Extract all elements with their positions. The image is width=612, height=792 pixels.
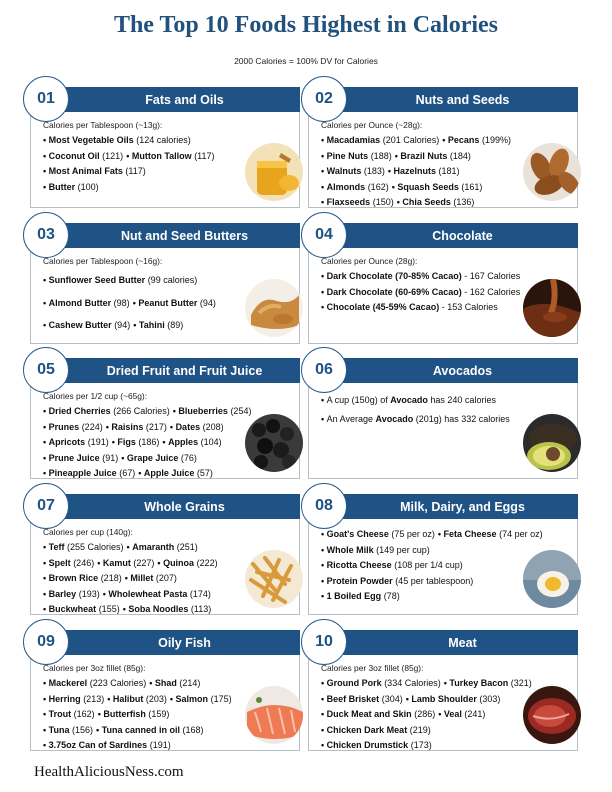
food-item-name: Squash Seeds [397, 181, 459, 192]
food-item [321, 725, 431, 735]
food-item [97, 558, 154, 568]
food-item-calories: (100) [77, 181, 99, 192]
card-serving-note: Calories per Tablespoon (~16g): [43, 256, 163, 266]
food-item-name: Almond Butter [48, 297, 112, 308]
food-item-calories: has 240 calories [430, 395, 496, 405]
food-item-name: Pine Nuts [326, 150, 369, 161]
card-number-badge: 09 [23, 619, 69, 665]
food-item-calories: (99 calories) [147, 275, 198, 285]
card-serving-note: Calories per Tablespoon (~13g): [43, 120, 163, 130]
card-header: Fats and Oils [51, 87, 300, 112]
food-item-calories: (181) [438, 166, 460, 177]
food-item-name: Grape Juice [126, 452, 179, 463]
food-item [127, 542, 198, 552]
food-item [442, 135, 511, 145]
food-item-prefix: A cup (150g) of [326, 395, 391, 405]
food-item-name: Whole Milk [326, 544, 374, 555]
food-item [321, 135, 439, 145]
food-item-calories: (156) [72, 724, 94, 735]
food-item-calories: (45 per tablespoon) [395, 575, 474, 586]
food-item [321, 414, 510, 424]
food-item-name: Turkey Bacon [449, 678, 509, 688]
food-item-calories: (75 per oz) [391, 529, 435, 539]
food-item [43, 740, 171, 750]
food-item-calories: - 153 Calories [441, 302, 498, 313]
food-item-calories: (191) [87, 437, 109, 448]
food-item-name: Ricotta Cheese [326, 560, 392, 571]
card-serving-note: Calories per cup (140g): [43, 527, 133, 537]
card-number-badge: 01 [23, 76, 69, 122]
food-card-01 [30, 87, 300, 208]
food-item-name: Lamb Shoulder [411, 693, 477, 704]
food-line [43, 466, 293, 482]
card-number-badge: 05 [23, 347, 69, 393]
food-item-name: Most Vegetable Oils [48, 135, 134, 145]
card-number-badge: 02 [301, 76, 347, 122]
food-item-calories: (255 Calories) [67, 542, 124, 552]
food-item-calories: (108 per 1/4 cup) [394, 560, 463, 571]
food-item [170, 422, 224, 432]
food-item [321, 591, 400, 601]
salmon-icon [245, 686, 303, 744]
food-item-name: Dates [175, 421, 201, 432]
food-item [138, 468, 213, 478]
food-item [149, 678, 200, 688]
food-line [321, 391, 571, 410]
card-serving-note: Calories per 1/2 cup (~65g): [43, 391, 148, 401]
food-item-name: Chicken Dark Meat [326, 724, 408, 735]
food-line [43, 676, 293, 692]
food-item-calories: (286) [414, 709, 436, 720]
food-item [321, 151, 392, 161]
food-item [43, 709, 95, 719]
food-item-name: Walnuts [326, 166, 362, 177]
food-item-calories: (188) [370, 150, 392, 161]
food-item [98, 709, 170, 719]
food-item [321, 576, 473, 586]
food-item-calories: (149 per cup) [376, 544, 430, 555]
card-serving-note: Calories per 3oz fillet (85g): [43, 663, 146, 673]
food-item [43, 320, 130, 330]
food-item-name: Herring [48, 693, 81, 704]
food-item-calories: (199%) [481, 135, 511, 145]
food-item [321, 529, 435, 539]
food-item-calories: (184) [449, 150, 471, 161]
food-item-name: Mutton Tallow [131, 150, 192, 161]
food-item-name: Tuna canned in oil [101, 724, 181, 735]
food-card-08 [308, 494, 578, 615]
food-card-06 [308, 358, 578, 479]
food-item [43, 589, 100, 599]
food-item-name: Trout [48, 709, 72, 720]
food-item [107, 694, 167, 704]
food-line [43, 738, 293, 754]
food-item-name: Pineapple Juice [48, 468, 117, 479]
food-item-calories: (155) [98, 604, 120, 615]
food-item [43, 422, 103, 432]
food-item [321, 197, 394, 207]
pasta-icon [245, 550, 303, 608]
food-item-name: Dark Chocolate (60-69% Cacao) [326, 286, 462, 297]
almonds-icon [523, 143, 581, 201]
food-item-name: Brown Rice [48, 573, 99, 584]
food-item-name: Apples [168, 437, 199, 448]
food-item [388, 166, 460, 176]
food-item-calories: (203) [145, 693, 167, 704]
food-item [43, 558, 94, 568]
footer-site: HealthAliciousNess.com [34, 764, 184, 780]
food-line [321, 738, 571, 754]
food-item [321, 166, 385, 176]
food-item [438, 709, 485, 719]
food-item-calories: (208) [202, 421, 224, 432]
food-item-name: Feta Cheese [443, 529, 497, 539]
food-item-name: Buckwheat [48, 604, 97, 615]
food-item-calories: (98) [113, 297, 130, 308]
food-item-name: Avocado [375, 414, 414, 424]
food-line [43, 540, 293, 556]
card-header: Nuts and Seeds [329, 87, 578, 112]
food-item-name: Chia Seeds [402, 197, 451, 208]
food-item-name: Halibut [112, 693, 144, 704]
food-item [43, 437, 109, 447]
food-item [438, 529, 543, 539]
food-item-calories: (207) [155, 573, 177, 584]
card-number-badge: 06 [301, 347, 347, 393]
food-item [43, 542, 124, 552]
food-item-calories: (78) [383, 591, 400, 602]
food-item-name: Macadamias [326, 135, 381, 145]
food-line [321, 527, 571, 543]
avocado-icon [523, 414, 581, 472]
food-item-calories: (201g) has 332 calories [415, 414, 510, 424]
food-item-name: Butterfish [103, 709, 146, 720]
food-item-name: Chicken Drumstick [326, 740, 409, 751]
food-item-calories: (121) [102, 150, 124, 161]
food-line [321, 195, 571, 211]
food-item [133, 320, 183, 330]
food-item [321, 740, 432, 750]
food-card-03 [30, 223, 300, 344]
food-item [103, 589, 211, 599]
food-item-name: Salmon [175, 693, 209, 704]
food-item-calories: (213) [83, 693, 105, 704]
food-item [125, 573, 177, 583]
food-item [96, 725, 204, 735]
food-item-calories: (266 Calories) [113, 406, 170, 416]
food-item-calories: (67) [119, 468, 136, 479]
food-item [406, 694, 501, 704]
food-item-name: Figs [117, 437, 136, 448]
food-item [321, 545, 430, 555]
food-item-calories: (303) [479, 693, 501, 704]
food-item-name: Dark Chocolate (70-85% Cacao) [326, 271, 462, 281]
food-card-10 [308, 630, 578, 751]
food-item-name: Ground Pork [326, 678, 382, 688]
food-item-calories: (168) [182, 724, 204, 735]
food-item [43, 453, 118, 463]
food-item [43, 135, 191, 145]
steak-icon [523, 686, 581, 744]
food-item-calories: (94) [114, 320, 131, 330]
card-header: Nut and Seed Butters [51, 223, 300, 248]
food-item-calories: (117) [125, 166, 146, 177]
food-item-name: Hazelnuts [393, 166, 437, 177]
food-item-calories: (246) [73, 557, 95, 568]
food-item-calories: (191) [149, 740, 171, 751]
food-item [43, 678, 146, 688]
food-item-calories: (214) [179, 678, 201, 688]
food-item-name: Soba Noodles [128, 604, 189, 615]
food-item-calories: (91) [102, 452, 119, 463]
food-item-name: Veal [443, 709, 462, 720]
food-item-name: Teff [48, 542, 65, 552]
food-item-calories: (241) [464, 709, 486, 720]
peanut-butter-icon [245, 279, 303, 337]
food-item-calories: (201 Calories) [382, 135, 440, 145]
food-item-name: Almonds [326, 181, 366, 192]
food-item [43, 275, 197, 285]
food-item [43, 298, 130, 308]
food-item-calories: (113) [190, 604, 212, 615]
food-item-calories: (224) [81, 421, 103, 432]
food-line [321, 269, 571, 285]
food-item-calories: (150) [372, 197, 394, 208]
food-item-name: Prune Juice [48, 452, 100, 463]
food-item [321, 560, 463, 570]
food-item-calories: (117) [194, 150, 215, 161]
food-item [321, 694, 403, 704]
food-item [43, 182, 99, 192]
food-item-calories: (251) [176, 542, 198, 552]
card-number-badge: 08 [301, 483, 347, 529]
food-item-name: Quinoa [163, 557, 195, 568]
food-item-calories: (175) [210, 693, 232, 704]
food-item-calories: - 167 Calories [464, 271, 521, 281]
food-item-calories: (94) [199, 297, 216, 308]
food-item [162, 437, 221, 447]
food-item-calories: (217) [145, 421, 167, 432]
food-item-name: Tuna [48, 724, 70, 735]
food-item [43, 166, 146, 176]
food-item-calories: (254) [230, 406, 252, 416]
food-item [157, 558, 217, 568]
food-item-name: Most Animal Fats [48, 166, 123, 177]
food-item [43, 406, 170, 416]
food-item-calories: (219) [409, 724, 431, 735]
food-item [397, 197, 475, 207]
food-item-calories: (222) [196, 557, 218, 568]
food-item [43, 573, 122, 583]
food-item-calories: (74 per oz) [499, 529, 543, 539]
food-item-calories: (162) [73, 709, 95, 720]
card-serving-note: Calories per 3oz fillet (85g): [321, 663, 424, 673]
food-item [43, 604, 120, 614]
food-item [321, 678, 441, 688]
food-item-name: Pecans [447, 135, 480, 145]
food-item-name: Blueberries [178, 406, 228, 416]
food-item-name: Avocado [390, 395, 428, 405]
card-header: Milk, Dairy, and Eggs [329, 494, 578, 519]
food-item [173, 406, 252, 416]
card-number-badge: 07 [23, 483, 69, 529]
page-subtitle: 2000 Calories = 100% DV for Calories [234, 56, 378, 66]
food-item-name: Tahini [138, 320, 165, 330]
card-header: Whole Grains [51, 494, 300, 519]
food-item-name: Coconut Oil [48, 150, 100, 161]
food-item [43, 725, 93, 735]
food-item-name: Cashew Butter [48, 320, 112, 330]
food-item [123, 604, 212, 614]
food-item [126, 151, 214, 161]
food-card-05 [30, 358, 300, 479]
food-card-04 [308, 223, 578, 344]
food-item-name: Beef Brisket [326, 693, 380, 704]
food-item-calories: (159) [148, 709, 170, 720]
food-item [321, 287, 520, 297]
food-item-calories: (173) [410, 740, 432, 751]
card-header: Oily Fish [51, 630, 300, 655]
honey-jar-icon [245, 143, 303, 201]
card-header: Avocados [329, 358, 578, 383]
food-item-name: Apple Juice [143, 468, 195, 479]
food-item [321, 395, 496, 405]
food-item-calories: (227) [133, 557, 155, 568]
food-item [444, 678, 532, 688]
food-item [321, 182, 389, 192]
food-item-calories: (162) [367, 181, 389, 192]
food-item [170, 694, 232, 704]
food-item [121, 453, 197, 463]
food-item-calories: (104) [200, 437, 222, 448]
food-item [112, 437, 160, 447]
food-item-calories: (124 calories) [136, 135, 191, 145]
card-serving-note: Calories per Ounce (~28g): [321, 120, 423, 130]
food-item [106, 422, 167, 432]
food-line [43, 404, 293, 420]
food-card-02 [308, 87, 578, 208]
food-item-calories: (304) [381, 693, 403, 704]
food-item-name: Peanut Butter [138, 297, 198, 308]
food-item-name: Goat's Cheese [326, 529, 389, 539]
food-item-name: Sunflower Seed Butter [48, 275, 146, 285]
food-item [133, 298, 216, 308]
food-item-calories: (223 Calories) [89, 678, 147, 688]
chocolate-icon [523, 279, 581, 337]
food-item-name: Chocolate (45-59% Cacao) [326, 302, 440, 313]
card-serving-note: Calories per Ounce (28g): [321, 256, 418, 266]
food-item-name: Apricots [48, 437, 86, 448]
food-item-name: Flaxseeds [326, 197, 371, 208]
food-item-name: Shad [154, 678, 177, 688]
food-item [43, 694, 104, 704]
food-item [392, 182, 483, 192]
food-item-calories: (193) [78, 588, 100, 599]
food-item-name: Barley [48, 588, 77, 599]
food-item [43, 468, 135, 478]
food-item-name: 1 Boiled Egg [326, 591, 382, 602]
food-item-calories: (161) [461, 181, 483, 192]
food-line [321, 676, 571, 692]
egg-icon [523, 550, 581, 608]
page-title: The Top 10 Foods Highest in Calories [113, 12, 499, 38]
food-item [321, 302, 498, 312]
food-item-calories: (57) [196, 468, 213, 479]
food-item-name: 3.75oz Can of Sardines [48, 740, 148, 751]
food-item-name: Brazil Nuts [400, 150, 448, 161]
food-item-name: Duck Meat and Skin [326, 709, 412, 720]
food-item-name: Amaranth [132, 542, 175, 552]
food-item-calories: (136) [453, 197, 475, 208]
food-item-name: Millet [130, 573, 154, 584]
food-card-07 [30, 494, 300, 615]
food-item-calories: (76) [180, 452, 197, 463]
food-item [321, 709, 435, 719]
food-item-name: Spelt [48, 557, 71, 568]
food-item-name: Butter [48, 181, 76, 192]
food-item-calories: (334 Calories) [384, 678, 441, 688]
food-item-name: Protein Powder [326, 575, 393, 586]
food-item-calories: (321) [510, 678, 532, 688]
food-item-calories: (186) [138, 437, 160, 448]
food-line [321, 133, 571, 149]
food-item-calories: (174) [189, 588, 211, 599]
food-item-calories: (183) [363, 166, 385, 177]
card-number-badge: 04 [301, 212, 347, 258]
card-number-badge: 03 [23, 212, 69, 258]
food-item-name: Wholewheat Pasta [108, 588, 188, 599]
food-line [43, 602, 293, 618]
food-item-name: Dried Cherries [48, 406, 111, 416]
card-number-badge: 10 [301, 619, 347, 665]
dried-fruit-icon [245, 414, 303, 472]
food-item-name: Raisins [111, 421, 144, 432]
food-item-prefix: An Average [326, 414, 376, 424]
food-item [395, 151, 471, 161]
food-item-name: Mackerel [48, 678, 88, 688]
food-item-calories: (89) [167, 320, 184, 330]
food-card-09 [30, 630, 300, 751]
card-header: Dried Fruit and Fruit Juice [51, 358, 300, 383]
food-item-calories: - 162 Calories [464, 286, 521, 297]
food-item-name: Kamut [102, 557, 131, 568]
food-item-name: Prunes [48, 421, 80, 432]
card-header: Chocolate [329, 223, 578, 248]
food-item [43, 151, 123, 161]
food-line [43, 133, 293, 149]
card-header: Meat [329, 630, 578, 655]
food-item-calories: (218) [100, 573, 122, 584]
food-item [321, 271, 520, 281]
